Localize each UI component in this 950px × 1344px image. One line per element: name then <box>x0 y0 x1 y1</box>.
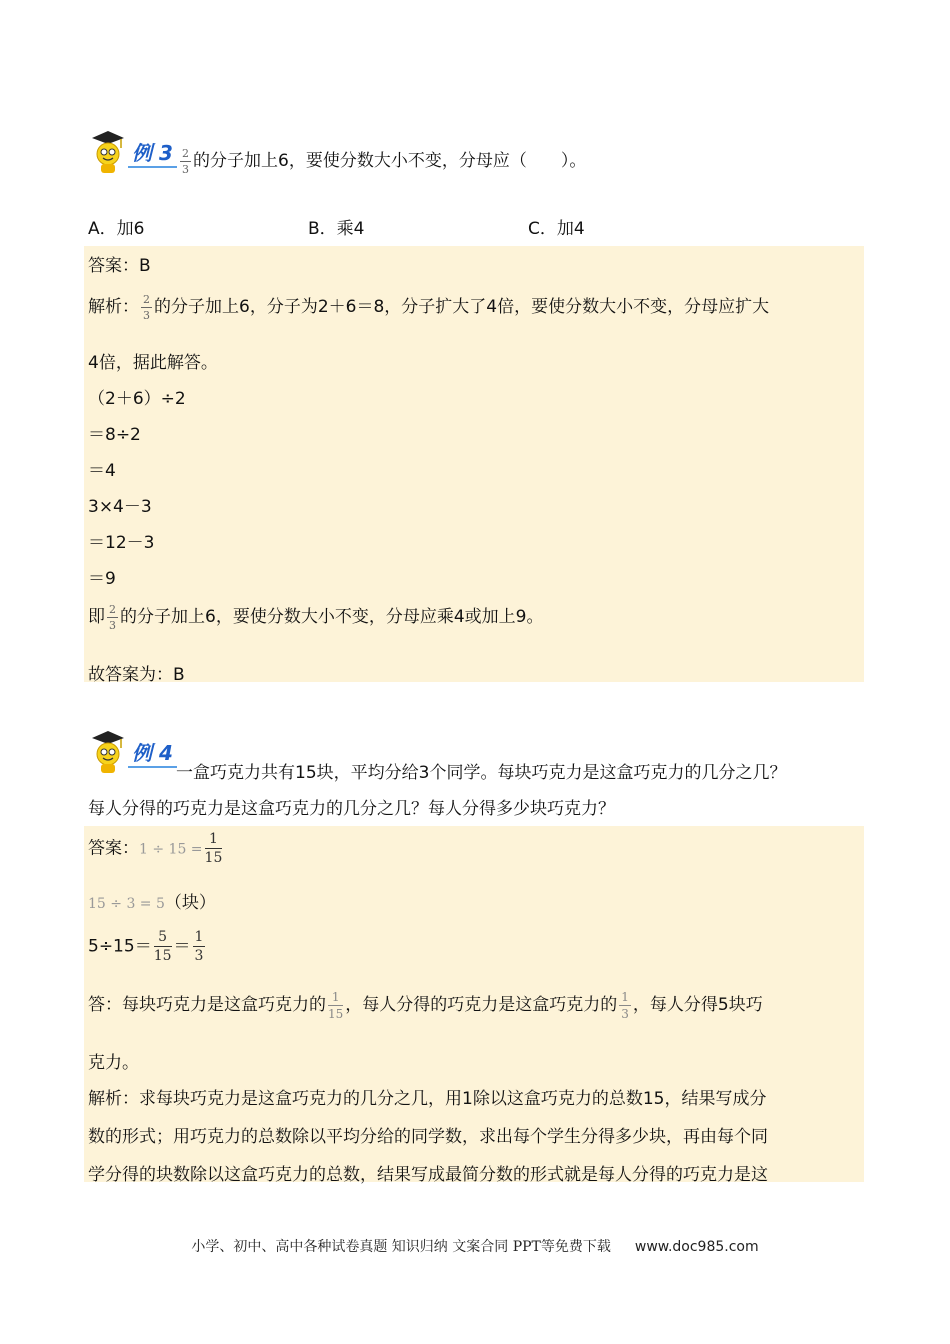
calc-step: 3×4－3 <box>88 497 152 517</box>
example4-analysis-line1: 解析：求每块巧克力是这盒巧克力的几分之几，用1除以这盒巧克力的总数15，结果写成分 <box>88 1089 767 1109</box>
calc-step: ＝12－3 <box>88 533 155 553</box>
analysis-fraction: $\frac{2}{3}$ <box>143 292 150 322</box>
footer-url[interactable]: www.doc985.com <box>634 1239 759 1255</box>
example4-question-line1: 一盒巧克力共有15块，平均分给3个同学。每块巧克力是这盒巧克力的几分之几？ <box>176 763 787 783</box>
page-footer <box>0 1236 950 1256</box>
footer-text: 小学、初中、高中各种试卷真题 知识归纳 文案合同 PPT等免费下载 <box>191 1239 611 1255</box>
calc-step: ＝9 <box>88 569 116 589</box>
example3-conclusion: 即 $\frac{2}{3}$ 的分子加上6，要使分数大小不变，分母应乘4或加上9。 <box>88 602 544 632</box>
example4-label: 例 4 <box>128 737 177 768</box>
option-b: B．乘4 <box>308 219 365 239</box>
example3-answer: 答案：B <box>88 256 151 276</box>
example3-analysis-cont: 4倍，据此解答。 <box>88 353 218 373</box>
expr3-fraction-1: $\frac{5}{15}$ <box>153 929 172 964</box>
graduate-mascot-icon <box>88 128 126 174</box>
question-fraction: $\frac{2}{3}$ <box>182 146 189 176</box>
example4-expr2: 15 ÷ 3 = 5（块） <box>88 893 216 913</box>
option-a: A．加6 <box>88 219 145 239</box>
example3-badge <box>88 128 177 174</box>
example4-question-line2: 每人分得的巧克力是这盒巧克力的几分之几？每人分得多少块巧克力？ <box>88 799 615 819</box>
example3-analysis: 解析： $\frac{2}{3}$ 的分子加上6，分子为2＋6＝8，分子扩大了4倍，要使分数大小不变，分母应扩大 <box>88 292 770 322</box>
example3-final: 故答案为：B <box>88 665 185 685</box>
reply-fraction-2: $\frac{1}{3}$ <box>621 989 629 1021</box>
example4-analysis-line2: 数的形式；用巧克力的总数除以平均分给的同学数，求出每个学生分得多少块，再由每个同 <box>88 1127 768 1147</box>
example4-expr3: 5÷15＝ $\frac{5}{15}$ ＝ $\frac{1}{3}$ <box>88 929 204 964</box>
option-c: C．加4 <box>528 219 585 239</box>
reply-fraction-1: $\frac{1}{15}$ <box>328 989 344 1021</box>
answer-fraction: $\frac{1}{15}$ <box>204 831 223 866</box>
question-text: 的分子加上6，要使分数大小不变，分母应（ ）。 <box>193 151 587 171</box>
example4-badge <box>88 728 177 774</box>
example4-answer: 答案：1 ÷ 15 = $\frac{1}{15}$ <box>88 831 223 866</box>
expr3-fraction-2: $\frac{1}{3}$ <box>194 929 204 964</box>
calc-step: （2＋6）÷2 <box>88 389 186 409</box>
conclusion-fraction: $\frac{2}{3}$ <box>109 602 116 632</box>
example4-reply: 答：每块巧克力是这盒巧克力的 $\frac{1}{15}$ ，每人分得的巧克力是这盒巧克力的 $\frac{1}{3}$ ，每人分得5块巧 <box>88 989 763 1021</box>
example3-question <box>178 146 586 175</box>
example3-label: 例 3 <box>128 137 177 168</box>
calc-step: ＝8÷2 <box>88 425 141 445</box>
example4-analysis-line3: 学分得的块数除以这盒巧克力的总数，结果写成最简分数的形式就是每人分得的巧克力是这 <box>88 1165 768 1185</box>
calc-step: ＝4 <box>88 461 116 481</box>
example4-reply-cont: 克力。 <box>88 1053 139 1073</box>
graduate-mascot-icon <box>88 728 126 774</box>
